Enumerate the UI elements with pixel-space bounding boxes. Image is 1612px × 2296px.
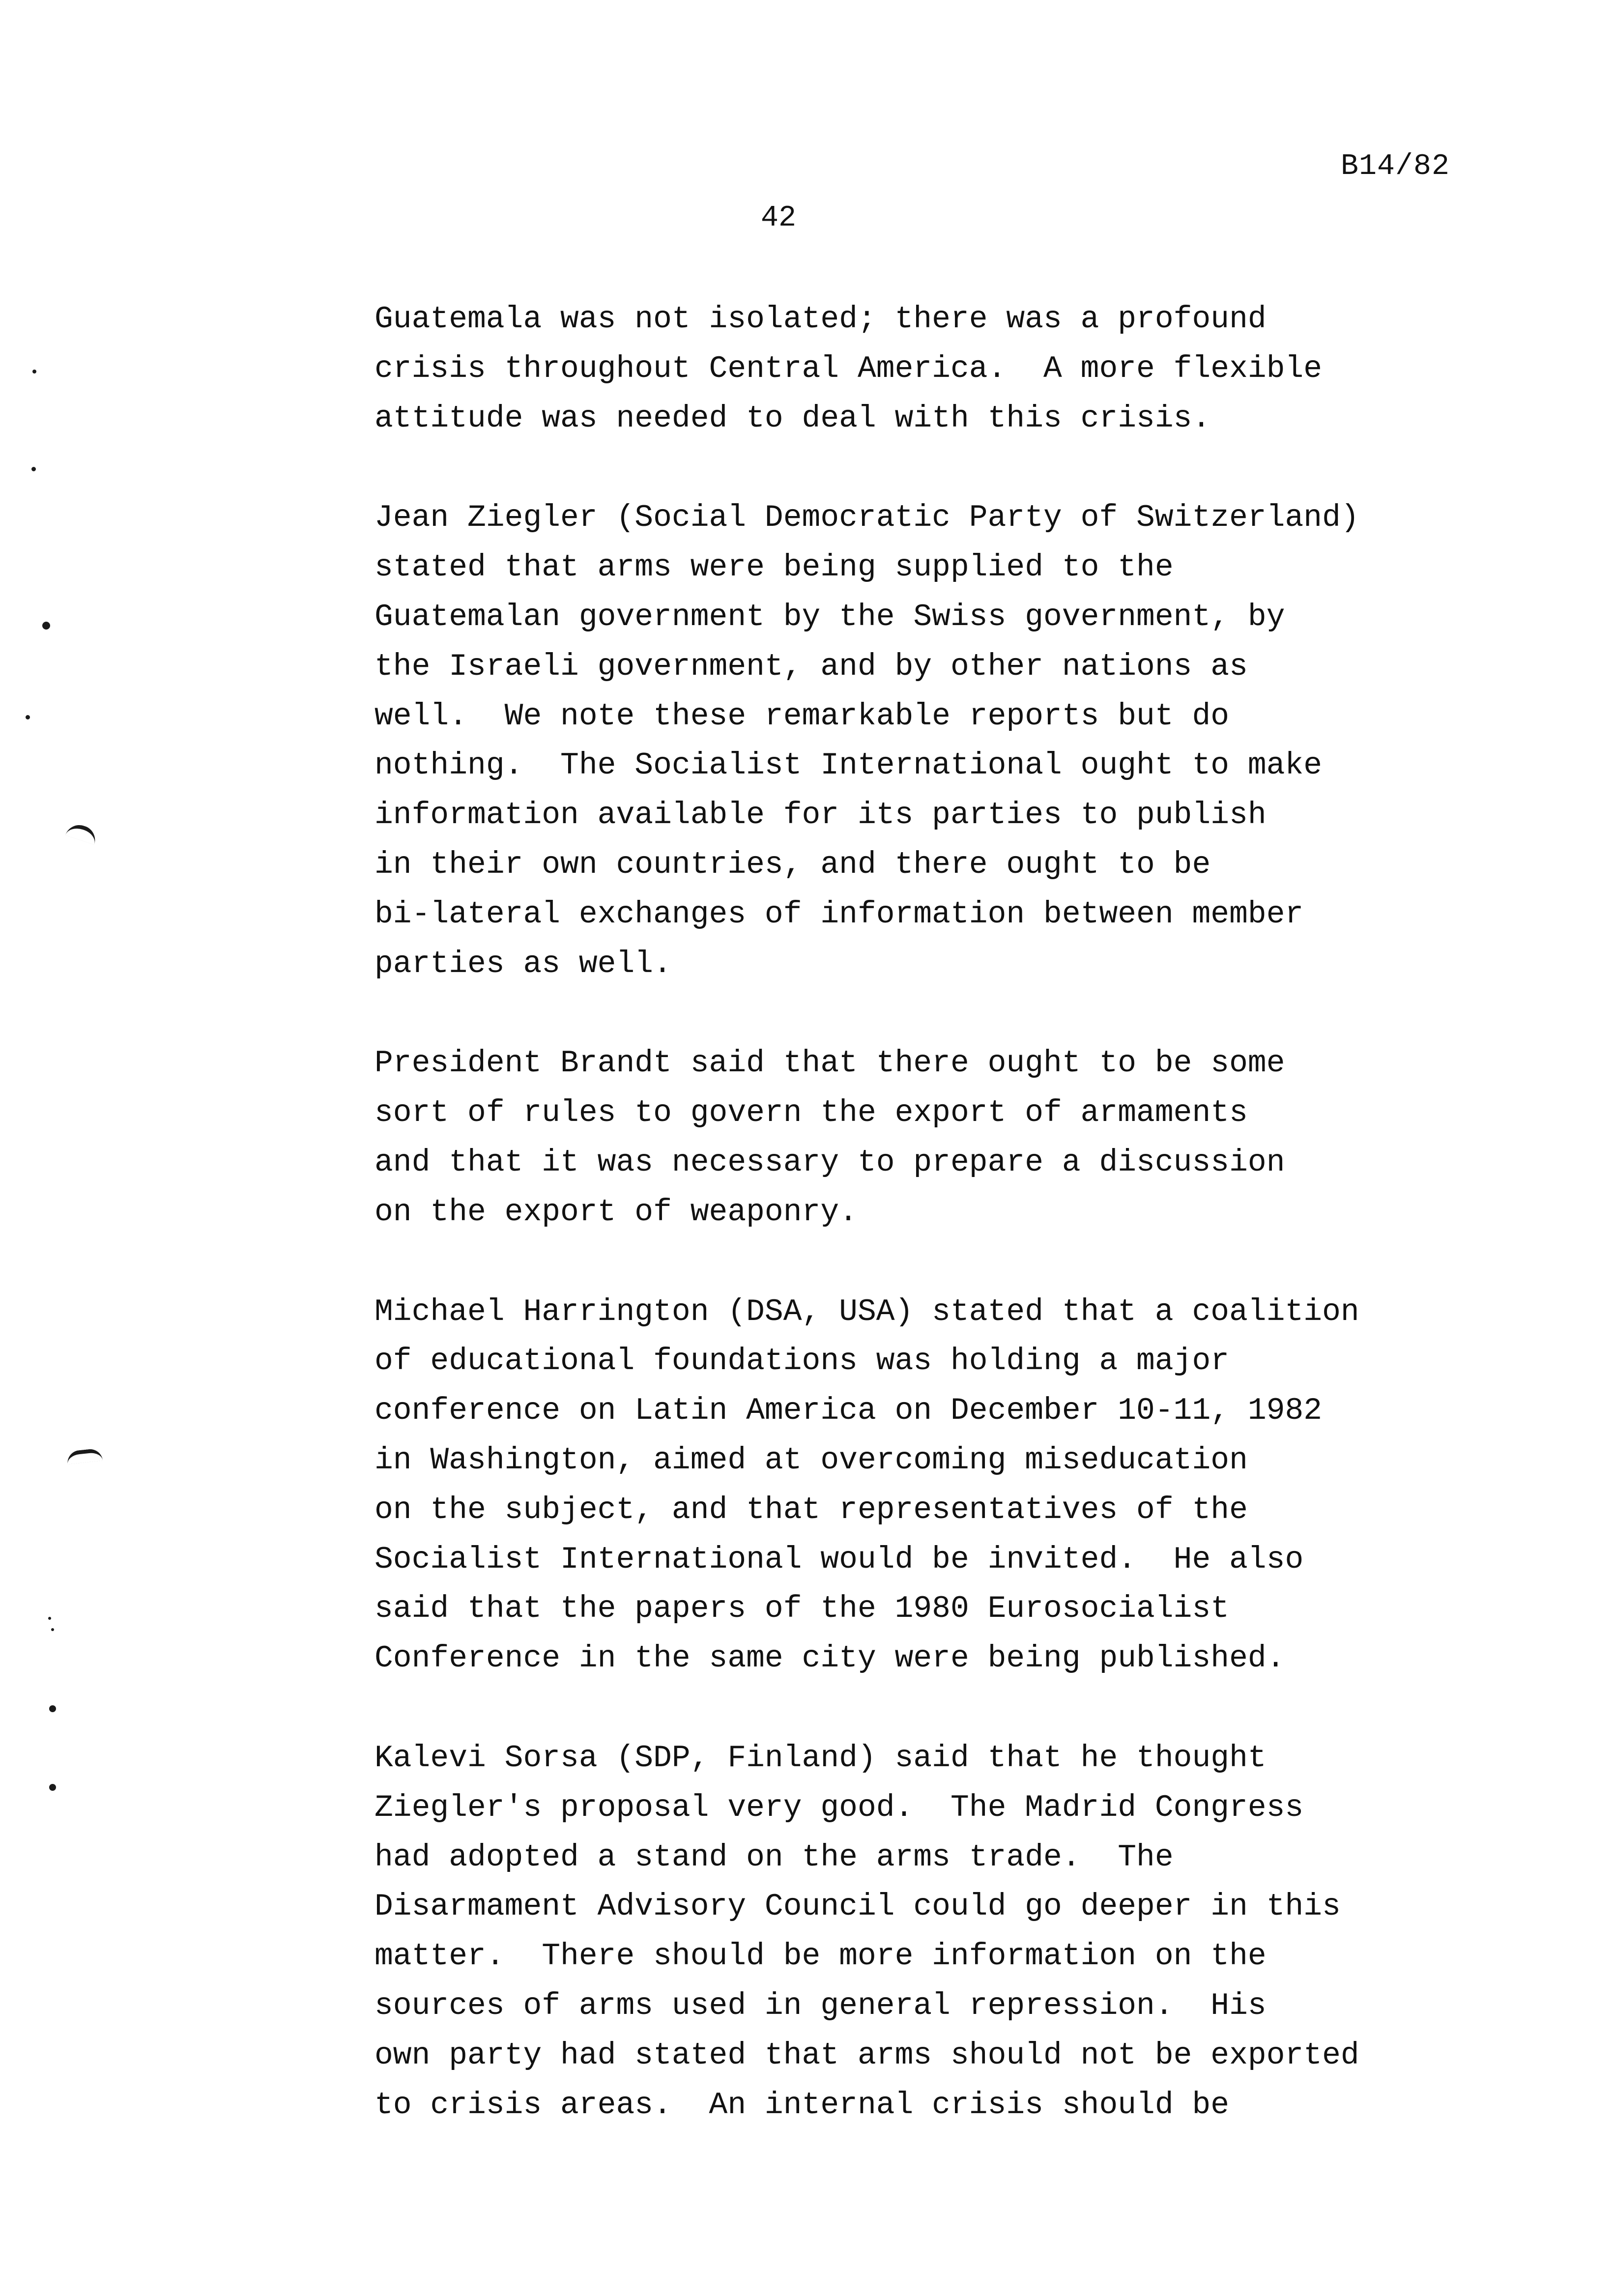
margin-dot [26, 715, 30, 719]
text-line: of educational foundations was holding a major [374, 1344, 1230, 1379]
document-reference: B14/82 [1340, 150, 1450, 183]
text-line: Disarmament Advisory Council could go deeper in this [374, 1889, 1341, 1924]
paragraph-kalevi-sorsa [374, 1734, 1456, 2130]
text-line: said that the papers of the 1980 Eurosocialist [374, 1591, 1230, 1627]
paragraph-michael-harrington [374, 1288, 1456, 1684]
margin-dot [51, 1628, 54, 1631]
text-line: information available for its parties to publish [374, 798, 1267, 833]
margin-dash [65, 821, 99, 845]
margin-dot [48, 1617, 51, 1620]
text-line: bi-lateral exchanges of information between member [374, 896, 1304, 932]
text-line: well. We note these remarkable reports but do [374, 698, 1230, 734]
margin-dot [42, 622, 50, 630]
text-line: had adopted a stand on the arms trade. The [374, 1839, 1174, 1875]
text-line: Socialist International would be invited. He also [374, 1542, 1304, 1577]
paragraph-guatemala-crisis [374, 295, 1456, 443]
text-line: President Brandt said that there ought to be some [374, 1046, 1285, 1081]
margin-dot [49, 1705, 56, 1712]
text-line: own party had stated that arms should not be exported [374, 2038, 1359, 2073]
text-line: sources of arms used in general repression. His [374, 1988, 1267, 2023]
paragraph-president-brandt [374, 1039, 1456, 1237]
text-line: to crisis areas. An internal crisis should be [374, 2087, 1230, 2123]
text-line: parties as well. [374, 946, 672, 981]
text-line: Kalevi Sorsa (SDP, Finland) said that he thought [374, 1740, 1267, 1776]
page-number: 42 [761, 201, 797, 235]
text-line: in Washington, aimed at overcoming miseducation [374, 1442, 1248, 1478]
text-line: Conference in the same city were being published. [374, 1641, 1285, 1676]
margin-dot [49, 1784, 56, 1791]
text-line: Guatemalan government by the Swiss government, by [374, 599, 1285, 634]
text-line: Michael Harrington (DSA, USA) stated that a coalition [374, 1294, 1359, 1329]
text-line: nothing. The Socialist International ought to make [374, 748, 1323, 783]
text-line: stated that arms were being supplied to the [374, 550, 1174, 585]
text-line: on the subject, and that representatives of the [374, 1492, 1248, 1527]
text-line: the Israeli government, and by other nations as [374, 649, 1248, 684]
text-line: in their own countries, and there ought to be [374, 847, 1211, 882]
margin-dot [31, 467, 36, 471]
text-line: Guatemala was not isolated; there was a profound [374, 302, 1267, 337]
text-line: Ziegler's proposal very good. The Madrid Congress [374, 1790, 1304, 1825]
text-line: attitude was needed to deal with this crisis. [374, 401, 1211, 436]
text-line: crisis throughout Central America. A more flexible [374, 351, 1323, 386]
margin-dot [32, 370, 36, 373]
document-body [374, 295, 1456, 2180]
text-line: Jean Ziegler (Social Democratic Party of Switzerland) [374, 500, 1359, 536]
text-line: conference on Latin America on December 10-11, 1982 [374, 1393, 1323, 1429]
text-line: on the export of weaponry. [374, 1194, 858, 1230]
text-line: sort of rules to govern the export of armaments [374, 1095, 1248, 1131]
text-line: and that it was necessary to prepare a discussion [374, 1145, 1285, 1180]
paragraph-jean-ziegler [374, 493, 1456, 989]
margin-dash [66, 1448, 103, 1464]
text-line: matter. There should be more information on the [374, 1939, 1267, 1974]
